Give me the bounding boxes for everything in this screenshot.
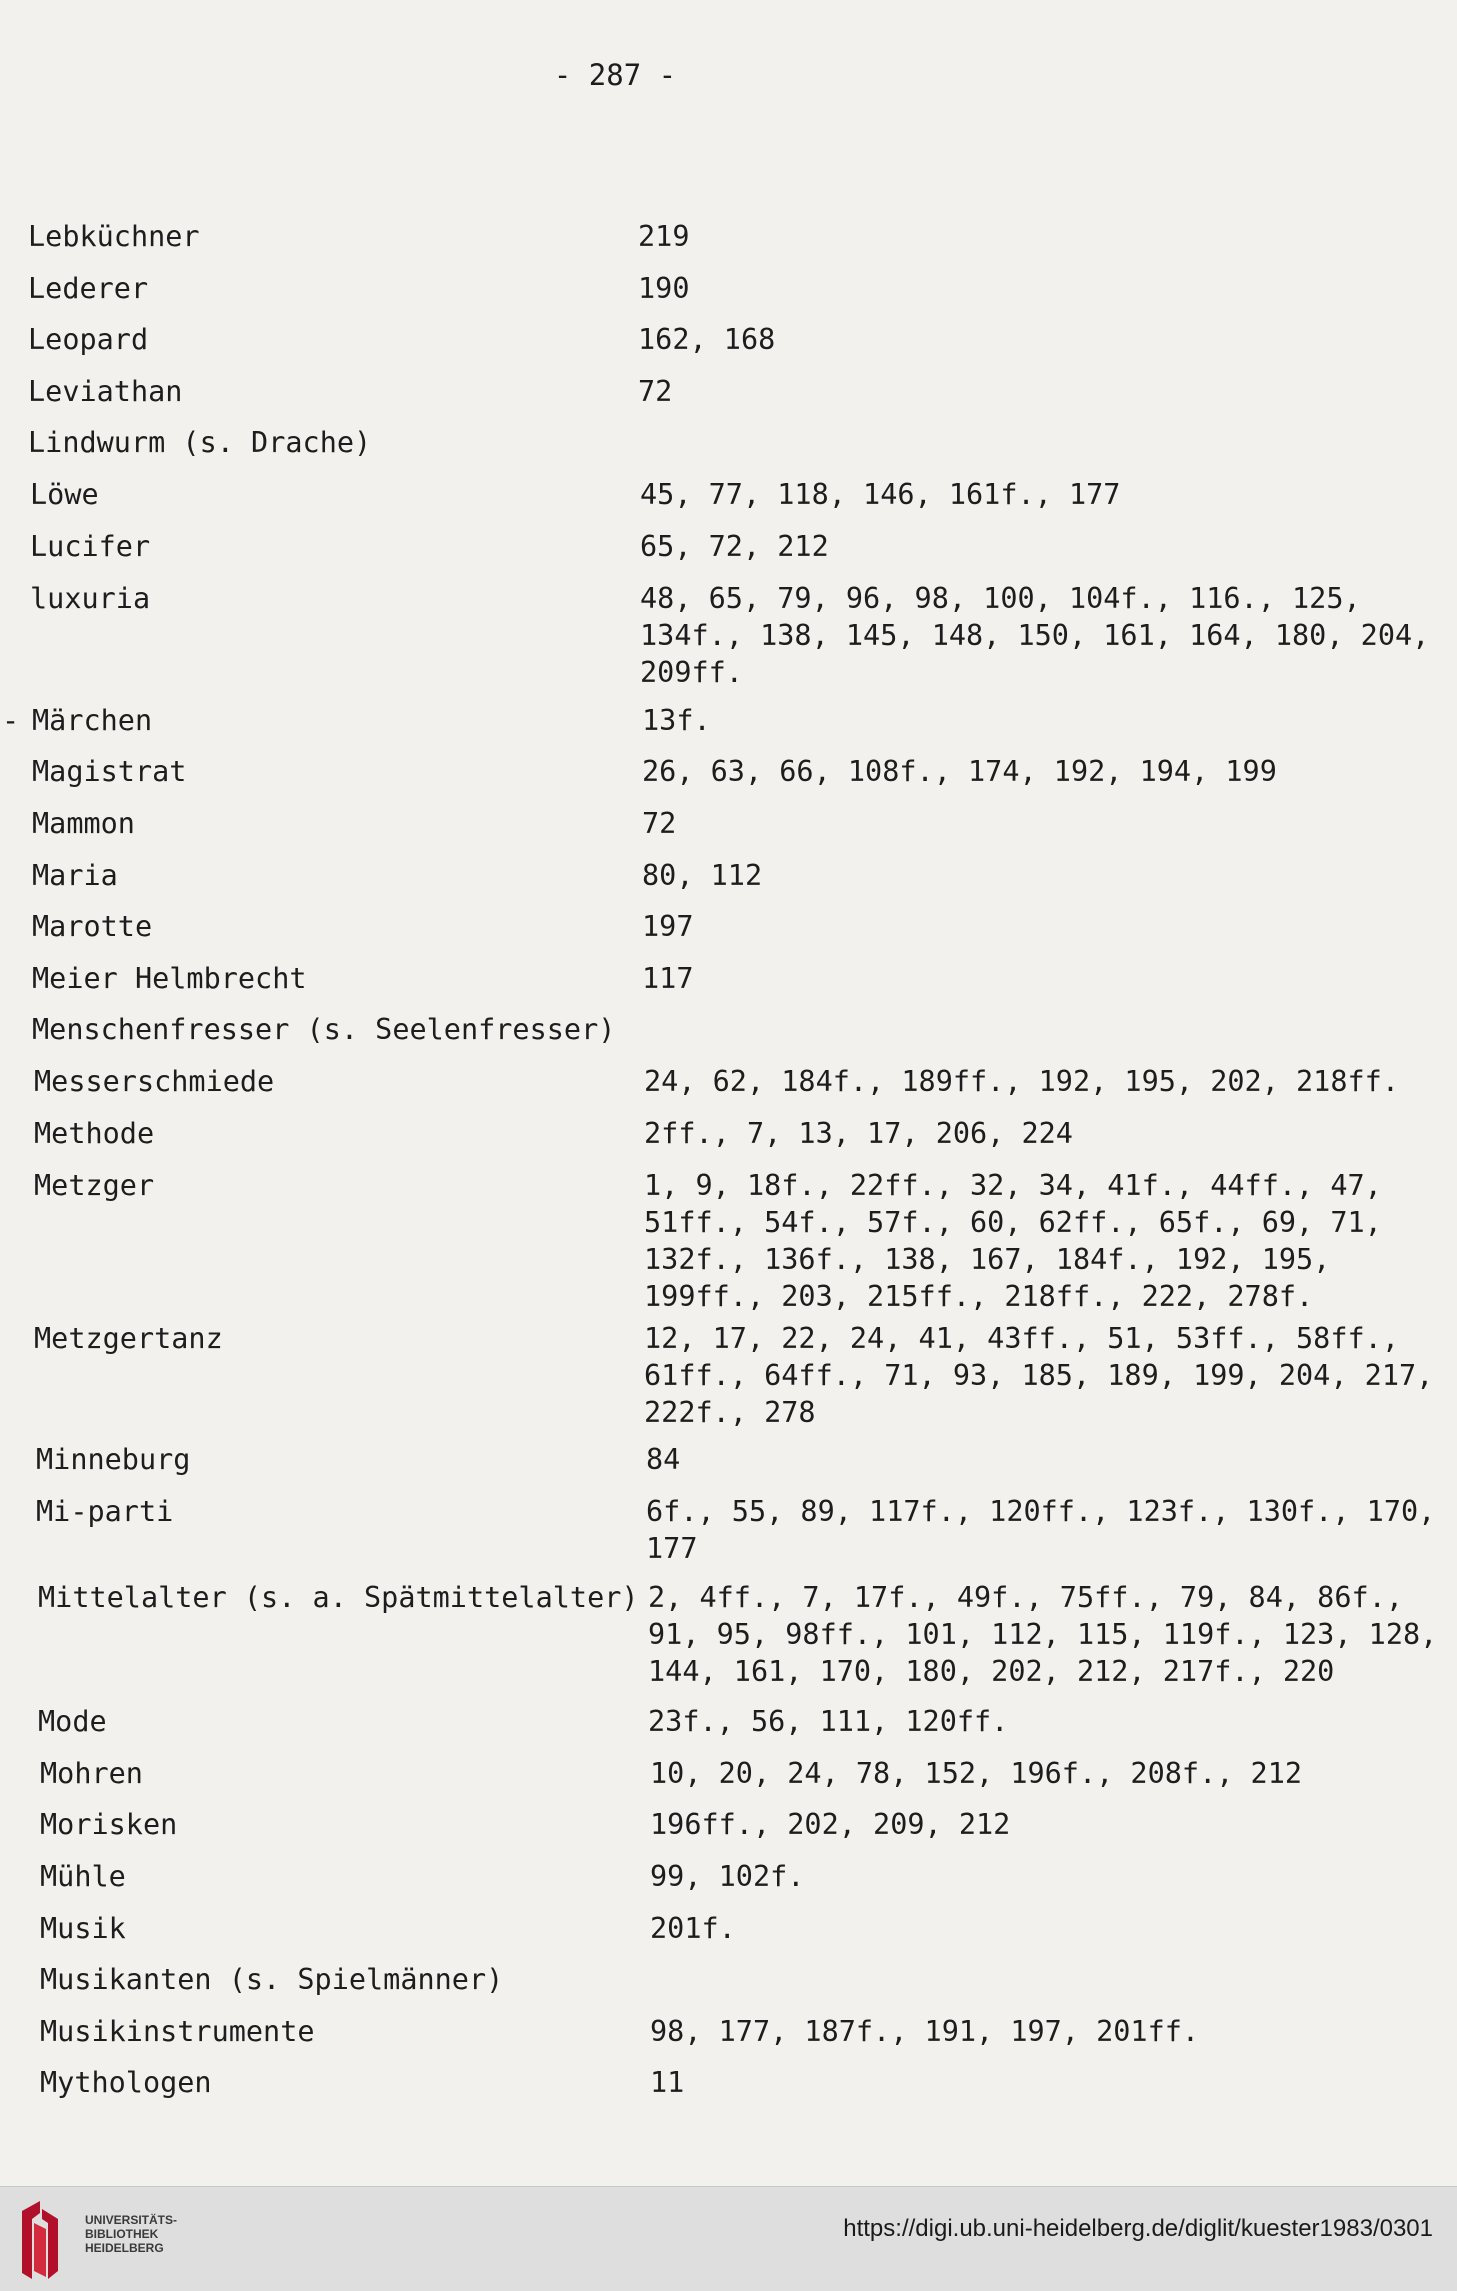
index-page-refs: 132f., 136f., 138, 167, 184f., 192, 195, — [644, 1243, 1331, 1276]
index-page-refs: 24, 62, 184f., 189ff., 192, 195, 202, 218ff. — [644, 1065, 1399, 1098]
index-page-refs: 162, 168 — [638, 323, 776, 356]
index-term: Methode — [34, 1117, 155, 1150]
margin-mark: - — [2, 704, 20, 737]
index-term: Märchen — [32, 704, 153, 737]
source-url-link[interactable]: https://digi.ub.uni-heidelberg.de/diglit/kuester1983/0301 — [843, 2215, 1433, 2242]
index-page-refs: 209ff. — [640, 656, 743, 689]
index-term: Morisken — [40, 1808, 178, 1841]
index-page-refs: 98, 177, 187f., 191, 197, 201ff. — [650, 2015, 1200, 2048]
index-term: Leviathan — [28, 375, 183, 408]
index-term: Lucifer — [30, 530, 151, 563]
index-page-refs: 51ff., 54f., 57f., 60, 62ff., 65f., 69, 71, — [644, 1206, 1382, 1239]
index-page-refs: 177 — [646, 1532, 698, 1565]
index-page-refs: 65, 72, 212 — [640, 530, 829, 563]
index-page-refs: 84 — [646, 1443, 681, 1476]
index-page-refs: 197 — [642, 910, 694, 943]
index-page-refs: 91, 95, 98ff., 101, 112, 115, 119f., 123, 128, — [648, 1618, 1438, 1651]
library-logo-text — [85, 2213, 177, 2255]
index-page-refs: 48, 65, 79, 96, 98, 100, 104f., 116., 125, — [640, 582, 1361, 615]
logo-line: HEIDELBERG — [85, 2241, 164, 2255]
index-term: Magistrat — [32, 755, 187, 788]
index-term: luxuria — [30, 582, 151, 615]
index-term: Marotte — [32, 910, 153, 943]
index-term: Musikanten (s. Spielmänner) — [40, 1963, 504, 1996]
index-term: Menschenfresser (s. Seelenfresser) — [32, 1013, 616, 1046]
index-term: Mühle — [40, 1860, 126, 1893]
index-term: Mammon — [32, 807, 135, 840]
index-term: Messerschmiede — [34, 1065, 275, 1098]
index-page-refs: 219 — [638, 220, 690, 253]
logo-line: BIBLIOTHEK — [85, 2227, 159, 2241]
index-page-refs: 12, 17, 22, 24, 41, 43ff., 51, 53ff., 58ff., — [644, 1322, 1399, 1355]
index-page-refs: 72 — [642, 807, 677, 840]
index-term: Maria — [32, 859, 118, 892]
index-page-refs: 144, 161, 170, 180, 202, 212, 217f., 220 — [648, 1655, 1335, 1688]
index-term: Mittelalter (s. a. Spätmittelalter) — [38, 1581, 639, 1614]
index-term: Mythologen — [40, 2066, 212, 2099]
footer-bar — [0, 2186, 1457, 2291]
index-term: Leopard — [28, 323, 149, 356]
index-page-refs: 23f., 56, 111, 120ff. — [648, 1705, 1009, 1738]
index-term: Lebküchner — [28, 220, 200, 253]
index-page-refs: 72 — [638, 375, 673, 408]
index-term: Metzger — [34, 1169, 155, 1202]
index-term: Mode — [38, 1705, 107, 1738]
index-term: Musikinstrumente — [40, 2015, 315, 2048]
index-page-refs: 190 — [638, 272, 690, 305]
index-page-refs: 13f. — [642, 704, 711, 737]
index-page-refs: 117 — [642, 962, 694, 995]
index-page-refs: 201f. — [650, 1912, 736, 1945]
index-term: Löwe — [30, 478, 99, 511]
index-page-refs: 222f., 278 — [644, 1396, 816, 1429]
index-term: Mohren — [40, 1757, 143, 1790]
index-page-refs: 2, 4ff., 7, 17f., 49f., 75ff., 79, 84, 86f., — [648, 1581, 1403, 1614]
index-page-refs: 80, 112 — [642, 859, 763, 892]
index-page-refs: 10, 20, 24, 78, 152, 196f., 208f., 212 — [650, 1757, 1303, 1790]
index-page-refs: 199ff., 203, 215ff., 218ff., 222, 278f. — [644, 1280, 1314, 1313]
index-term: Meier Helmbrecht — [32, 962, 307, 995]
logo-line: UNIVERSITÄTS- — [85, 2213, 178, 2227]
index-term: Metzgertanz — [34, 1322, 223, 1355]
index-term: Musik — [40, 1912, 126, 1945]
library-logo-icon — [18, 2201, 62, 2279]
index-page-refs: 99, 102f. — [650, 1860, 805, 1893]
index-page-refs: 11 — [650, 2066, 685, 2099]
index-page-refs: 2ff., 7, 13, 17, 206, 224 — [644, 1117, 1073, 1150]
index-page-refs: 134f., 138, 145, 148, 150, 161, 164, 180, 204, — [640, 619, 1430, 652]
index-term: Mi-parti — [36, 1495, 174, 1528]
index-page-refs: 26, 63, 66, 108f., 174, 192, 194, 199 — [642, 755, 1277, 788]
index-page-refs: 61ff., 64ff., 71, 93, 185, 189, 199, 204, 217, — [644, 1359, 1434, 1392]
index-page-refs: 45, 77, 118, 146, 161f., 177 — [640, 478, 1121, 511]
index-page-refs: 196ff., 202, 209, 212 — [650, 1808, 1011, 1841]
index-term: Lederer — [28, 272, 149, 305]
index-term: Lindwurm (s. Drache) — [28, 426, 372, 459]
page-number: - 287 - — [553, 58, 677, 92]
index-page-refs: 1, 9, 18f., 22ff., 32, 34, 41f., 44ff., 47, — [644, 1169, 1382, 1202]
index-page-refs: 6f., 55, 89, 117f., 120ff., 123f., 130f., 170, — [646, 1495, 1436, 1528]
index-term: Minneburg — [36, 1443, 191, 1476]
